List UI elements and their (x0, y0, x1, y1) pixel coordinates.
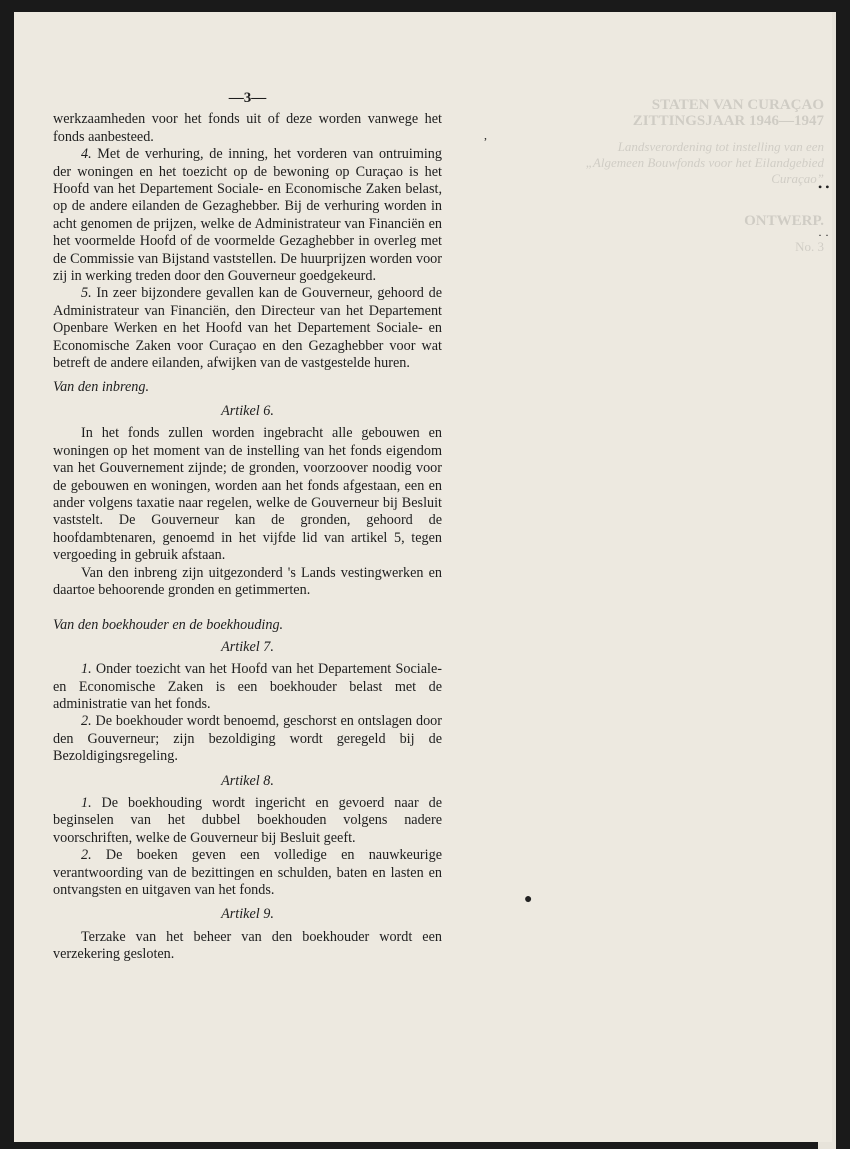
article-8-item-1 (53, 795, 442, 847)
paragraph-4-number: 4. (81, 146, 92, 163)
article-8-item-1-number: 1. (81, 795, 92, 812)
article-7-item-1 (53, 661, 442, 713)
article-6-heading: Artikel 6. (221, 402, 274, 419)
section-heading-boekhouder: Van den boekhouder en de boekhouding. (53, 617, 284, 634)
paragraph-4-text: Met de verhuring, de inning, het vorderen van ontruiming der woningen en het toezicht op de bewoning op Curaçao is het Hoofd van het Departement Sociale- en Economische Zaken belast, op de andere eilanden de Gezaghebber. Bij de verhuring worden in acht genomen de prijzen, welke de Administrateur van Financiën en het voormelde Hoofd of de voormelde Gezaghebber in overleg met de Commissie van Bijstand vaststellen. De huurprijzen worden voor zij in werking treden door den Gouverneur goedgekeurd. (53, 146, 442, 285)
bleed-line-3: Landsverordening tot instelling van een (617, 139, 824, 154)
article-6-paragraph-1: In het fonds zullen worden ingebracht alle gebouwen en woningen op het moment van de instelling van het fonds eigendom van het Gouvernement zijnde; de gronden, voorzoover noodig voor de gebouwen en woningen, worden aan het fonds afgestaan, een en ander volgens taxatie naar regelen, welke de Gouverneur bij Besluit vaststelt. De Gouverneur kan de gronden, gehoord de hoofdambtenaren, genoemd in het vijfde lid van artikel 5, tegen vergoeding in gebruik afstaan. (53, 425, 442, 564)
article-7-heading: Artikel 7. (221, 638, 274, 655)
article-8-heading: Artikel 8. (221, 772, 274, 789)
article-9-heading: Artikel 9. (221, 906, 274, 923)
paragraph-5-text: In zeer bijzondere gevallen kan de Gouverneur, gehoord de Administrateur van Financiën, den Directeur van het Departement Openbare Werken en het Hoofd van het Departement Sociale- en Economische Zaken voor Curaçao en den Gezaghebber voor wat betreft de andere eilanden, afwijken van de vastgestelde huren. (53, 285, 442, 372)
article-8-item-1-text: De boekhouding wordt ingericht en gevoerd naar de beginselen van het dubbel boekhouden volgens nadere voorschriften, welke de Gouverneur bij Besluit geeft. (53, 795, 442, 846)
spacer (53, 599, 442, 611)
bleed-line-2: ZITTINGSJAAR 1946—1947 (632, 113, 824, 129)
main-text-column (53, 90, 442, 964)
article-6-paragraph-2: Van den inbreng zijn uitgezonderd 's Lands vestingwerken en daartoe behoorende gronden en getimmerten. (53, 564, 442, 598)
speck-mark: ● (524, 892, 533, 907)
bleed-line-1: STATEN VAN CURAÇAO (651, 97, 824, 113)
paragraph-5 (53, 285, 442, 372)
speck-mark: • • (818, 180, 830, 194)
article-8-item-2 (53, 847, 442, 899)
section-heading-inbreng: Van den inbreng. (53, 378, 150, 395)
article-7-item-2-text: De boekhouder wordt benoemd, geschorst en ontslagen door den Gouverneur; zijn bezoldiging wordt geregeld bij de Bezoldigingsregeling. (53, 713, 442, 765)
bleed-through-text (534, 97, 824, 255)
bleed-line-4: „Algemeen Bouwfonds voor het Eilandgebied Curaçao” (585, 155, 824, 186)
article-7-item-1-number: 1. (81, 661, 92, 678)
bleed-line-5: ONTWERP. (744, 213, 824, 229)
article-9-paragraph-1: Terzake van het beheer van den boekhouder wordt een verzekering gesloten. (53, 928, 442, 963)
paragraph-continuation: werkzaamheden voor het fonds uit of deze worden vanwege het fonds aanbesteed. (53, 111, 442, 145)
bleed-line-6: No. 3 (795, 239, 824, 254)
article-7-item-1-text: Onder toezicht van het Hoofd van het Departement Sociale- en Economische Zaken is een boekhouder belast met de administratie van het fonds. (53, 661, 442, 712)
page-number: —3— (228, 90, 267, 106)
paragraph-5-number: 5. (81, 285, 92, 302)
article-8-item-2-text: De boeken geven een volledige en nauwkeurige verantwoording van de bezittingen en schulden, baten en lasten en ontvangsten en uitgaven van het fonds. (53, 847, 442, 899)
article-7-item-2-number: 2. (81, 713, 92, 730)
paragraph-4 (53, 146, 442, 285)
speck-mark: · · (818, 228, 829, 242)
speck-mark: , (484, 128, 487, 142)
article-8-item-2-number: 2. (81, 847, 92, 864)
article-7-item-2 (53, 713, 442, 765)
